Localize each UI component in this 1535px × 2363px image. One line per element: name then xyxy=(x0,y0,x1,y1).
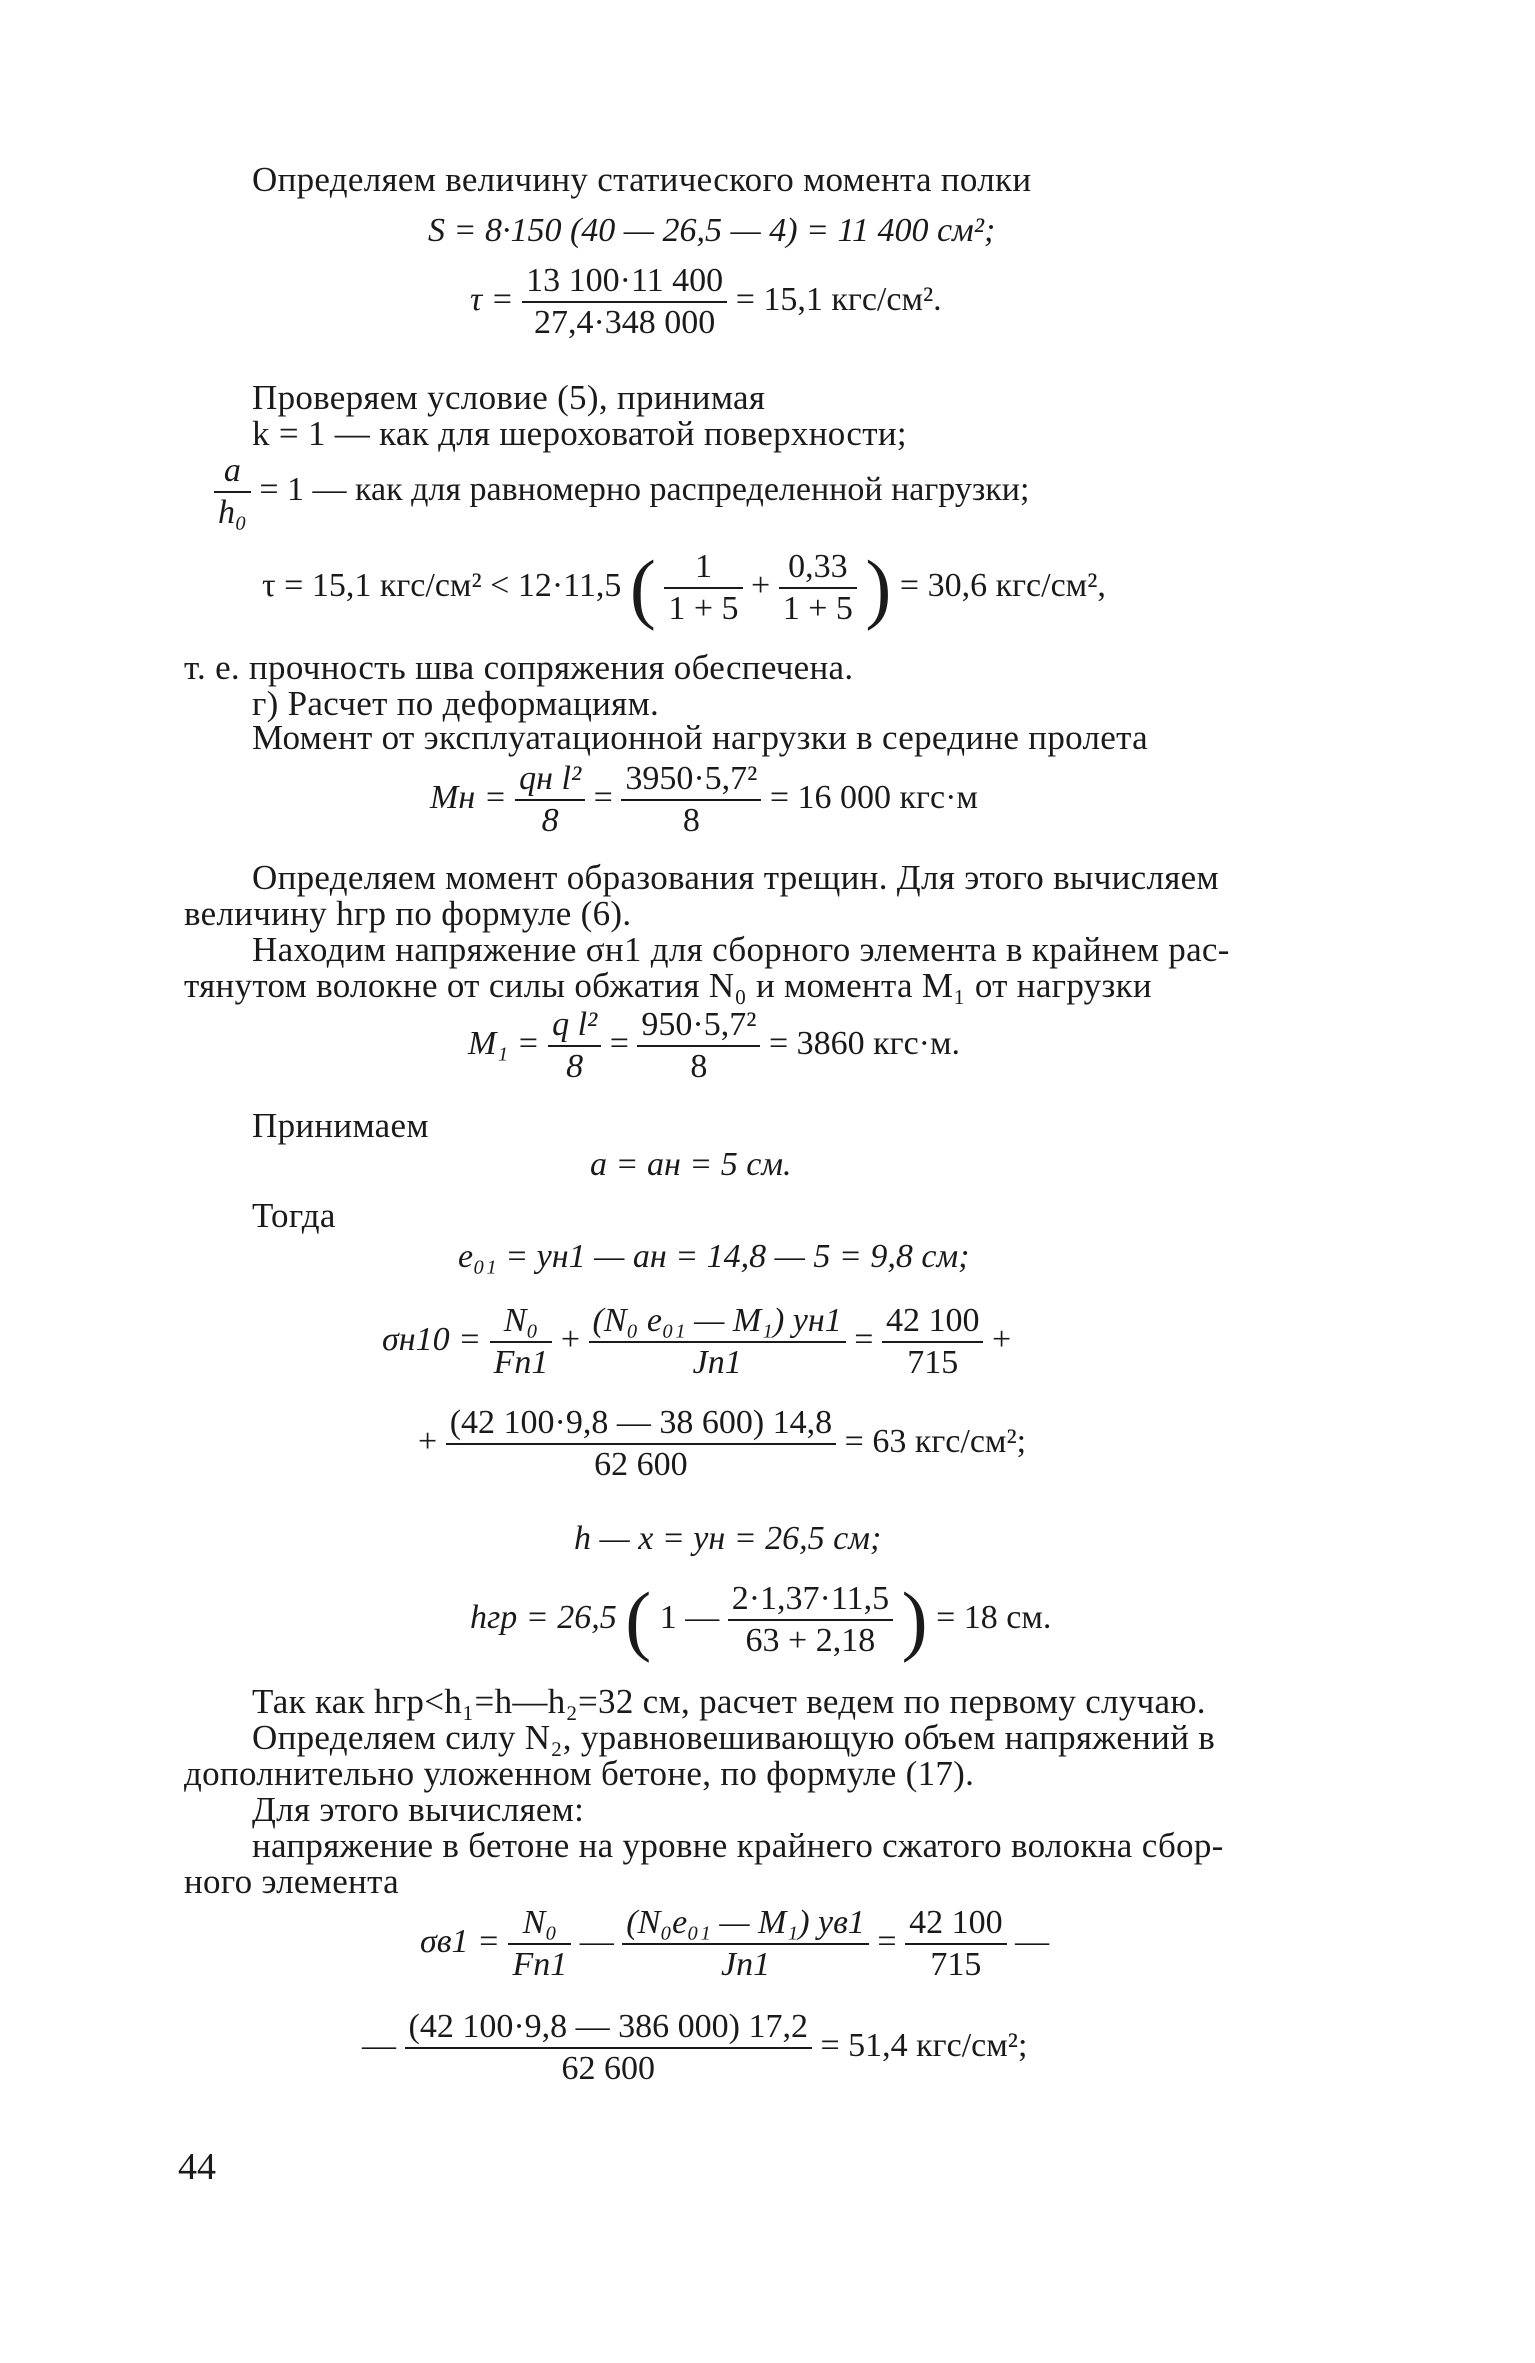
text-line: Находим напряжение σн1 для сборного элемента в крайнем рас- xyxy=(252,930,1230,969)
denominator: 62 600 xyxy=(561,2050,655,2087)
formula-rhs: = 30,6 кгс/см², xyxy=(899,566,1106,604)
operator: = xyxy=(593,778,613,816)
denominator: 62 600 xyxy=(594,1446,688,1483)
numerator: 2·1,37·11,5 xyxy=(728,1580,893,1621)
operator: = xyxy=(854,1320,874,1358)
operator: = xyxy=(609,1024,629,1062)
paren-open-icon: ( xyxy=(629,544,656,631)
denominator: 715 xyxy=(930,1946,982,1983)
text-line: Момент от эксплуатационной нагрузки в середине пролета xyxy=(252,718,1148,757)
formula-h-minus-x: h — x = yн = 26,5 см; xyxy=(574,1520,882,1557)
formula-lhs: M₁ = xyxy=(468,1024,540,1062)
fraction xyxy=(728,1580,893,1660)
fraction xyxy=(405,2008,812,2088)
denominator: 715 xyxy=(907,1344,959,1381)
formula-rhs: = 15,1 кгс/см². xyxy=(735,280,942,318)
fraction xyxy=(779,548,857,628)
denominator: Jп1 xyxy=(692,1344,742,1381)
fraction xyxy=(905,1904,1007,1984)
formula-lhs: τ = 15,1 кгс/см² < 12·11,5 xyxy=(262,566,622,604)
formula-rhs: = 18 см. xyxy=(936,1598,1052,1636)
numerator: N₀ xyxy=(508,1904,571,1945)
formula-mn xyxy=(430,760,978,840)
numerator: 0,33 xyxy=(779,548,857,589)
operator: + xyxy=(751,566,771,604)
paren-close-icon: ) xyxy=(901,1576,928,1663)
operator: — xyxy=(362,2026,396,2064)
denominator: 27,4·348 000 xyxy=(533,304,716,341)
numerator: a xyxy=(214,452,251,493)
denominator: 8 xyxy=(690,1048,708,1085)
formula-lhs: σн10 = xyxy=(382,1320,482,1358)
text-line: величину hгр по формуле (6). xyxy=(184,894,632,933)
formula-tau xyxy=(470,262,942,342)
fraction xyxy=(621,760,761,840)
numerator: (42 100·9,8 — 386 000) 17,2 xyxy=(405,2008,812,2049)
fraction xyxy=(490,1302,553,1382)
denominator: h₀ xyxy=(218,494,247,531)
operator: — xyxy=(1015,1922,1050,1960)
formula-sigma-n10 xyxy=(382,1302,1011,1382)
denominator: 8 xyxy=(566,1048,584,1085)
formula-rhs: = 16 000 кгс·м xyxy=(769,778,978,816)
formula-a-over-h0 xyxy=(214,452,1029,532)
denominator: 8 xyxy=(682,802,700,839)
numerator: qн l² xyxy=(515,760,585,801)
formula-sigma-n10-cont xyxy=(418,1404,1026,1484)
formula-tau-check xyxy=(262,544,1106,631)
numerator: 950·5,7² xyxy=(637,1006,760,1047)
text-line: ного элемента xyxy=(184,1862,399,1901)
text-line: тянутом волокне от силы обжатия N₀ и момента M₁ от нагрузки xyxy=(184,966,1152,1005)
fraction xyxy=(882,1302,984,1382)
text-line: напряжение в бетоне на уровне крайнего сжатого волокна сбор- xyxy=(252,1826,1224,1865)
fraction xyxy=(214,452,251,532)
text-line: дополнительно уложенном бетоне, по формуле (17). xyxy=(184,1754,975,1793)
denominator: Fп1 xyxy=(512,1946,568,1983)
denominator: 1 + 5 xyxy=(782,590,853,627)
text-line: k = 1 — как для шероховатой поверхности; xyxy=(252,414,907,453)
text-line: Так как hгр<h₁=h—h₂=32 см, расчет ведем по первому случаю. xyxy=(252,1682,1206,1721)
operator: + xyxy=(418,1422,438,1460)
text-line: Определяем момент образования трещин. Для этого вычисляем xyxy=(252,858,1219,897)
text-line: т. е. прочность шва сопряжения обеспечена. xyxy=(184,648,854,687)
formula-rhs: = 51,4 кгс/см²; xyxy=(820,2026,1028,2064)
numerator: 13 100·11 400 xyxy=(522,262,727,303)
operator: — xyxy=(579,1922,614,1960)
fraction xyxy=(515,760,585,840)
formula-m1 xyxy=(468,1006,960,1086)
fraction xyxy=(589,1302,846,1382)
formula-e01: e₀₁ = yн1 — aн = 14,8 — 5 = 9,8 см; xyxy=(458,1238,970,1275)
formula-hgr xyxy=(470,1576,1052,1663)
text-line: г) Расчет по деформациям. xyxy=(252,684,660,723)
page-number: 44 xyxy=(178,2146,216,2188)
text-line: Определяем силу N₂, уравновешивающую объем напряжений в xyxy=(252,1718,1216,1757)
fraction xyxy=(664,548,742,628)
numerator: (42 100·9,8 — 38 600) 14,8 xyxy=(446,1404,836,1445)
text-line: Принимаем xyxy=(252,1106,429,1145)
numerator: (N₀e₀₁ — M₁) yв1 xyxy=(622,1904,869,1945)
numerator: (N₀ e₀₁ — M₁) yн1 xyxy=(589,1302,846,1343)
formula-lhs: Mн = xyxy=(430,778,507,816)
paren-close-icon: ) xyxy=(865,544,892,631)
operator: = xyxy=(877,1922,897,1960)
denominator: 1 + 5 xyxy=(668,590,739,627)
numerator: q l² xyxy=(548,1006,601,1047)
fraction xyxy=(548,1006,601,1086)
text-line: Для этого вычисляем: xyxy=(252,1790,585,1829)
operator: + xyxy=(991,1320,1012,1358)
formula-sigma-v1 xyxy=(420,1904,1049,1984)
formula-sigma-v1-cont xyxy=(362,2008,1027,2088)
formula-term: 1 — xyxy=(659,1598,720,1636)
formula-rhs: = 3860 кгс·м. xyxy=(768,1024,961,1062)
fraction xyxy=(637,1006,760,1086)
numerator: N₀ xyxy=(490,1302,553,1343)
formula-static-moment: S = 8·150 (40 — 26,5 — 4) = 11 400 см²; xyxy=(428,212,996,249)
fraction xyxy=(446,1404,836,1484)
denominator: 63 + 2,18 xyxy=(745,1622,876,1659)
formula-lhs: hгр = 26,5 xyxy=(470,1598,617,1636)
numerator: 42 100 xyxy=(882,1302,984,1343)
fraction xyxy=(622,1904,869,1984)
text-line: Тогда xyxy=(252,1196,336,1235)
formula-rhs: = 63 кгс/см²; xyxy=(844,1422,1027,1460)
denominator: 8 xyxy=(541,802,559,839)
numerator: 1 xyxy=(664,548,742,589)
fraction xyxy=(508,1904,571,1984)
numerator: 42 100 xyxy=(905,1904,1007,1945)
formula-a: a = aн = 5 см. xyxy=(590,1146,792,1183)
fraction xyxy=(522,262,727,342)
denominator: Jп1 xyxy=(721,1946,771,1983)
text-line: Определяем величину статического момента полки xyxy=(252,160,1032,199)
formula-lhs: σв1 = xyxy=(420,1922,500,1960)
denominator: Fп1 xyxy=(493,1344,549,1381)
text-line: Проверяем условие (5), принимая xyxy=(252,378,766,417)
paren-open-icon: ( xyxy=(625,1576,652,1663)
formula-lhs: τ = xyxy=(470,280,514,318)
numerator: 3950·5,7² xyxy=(621,760,761,801)
formula-rhs: = 1 — как для равномерно распределенной нагрузки; xyxy=(259,470,1030,508)
operator: + xyxy=(560,1320,581,1358)
